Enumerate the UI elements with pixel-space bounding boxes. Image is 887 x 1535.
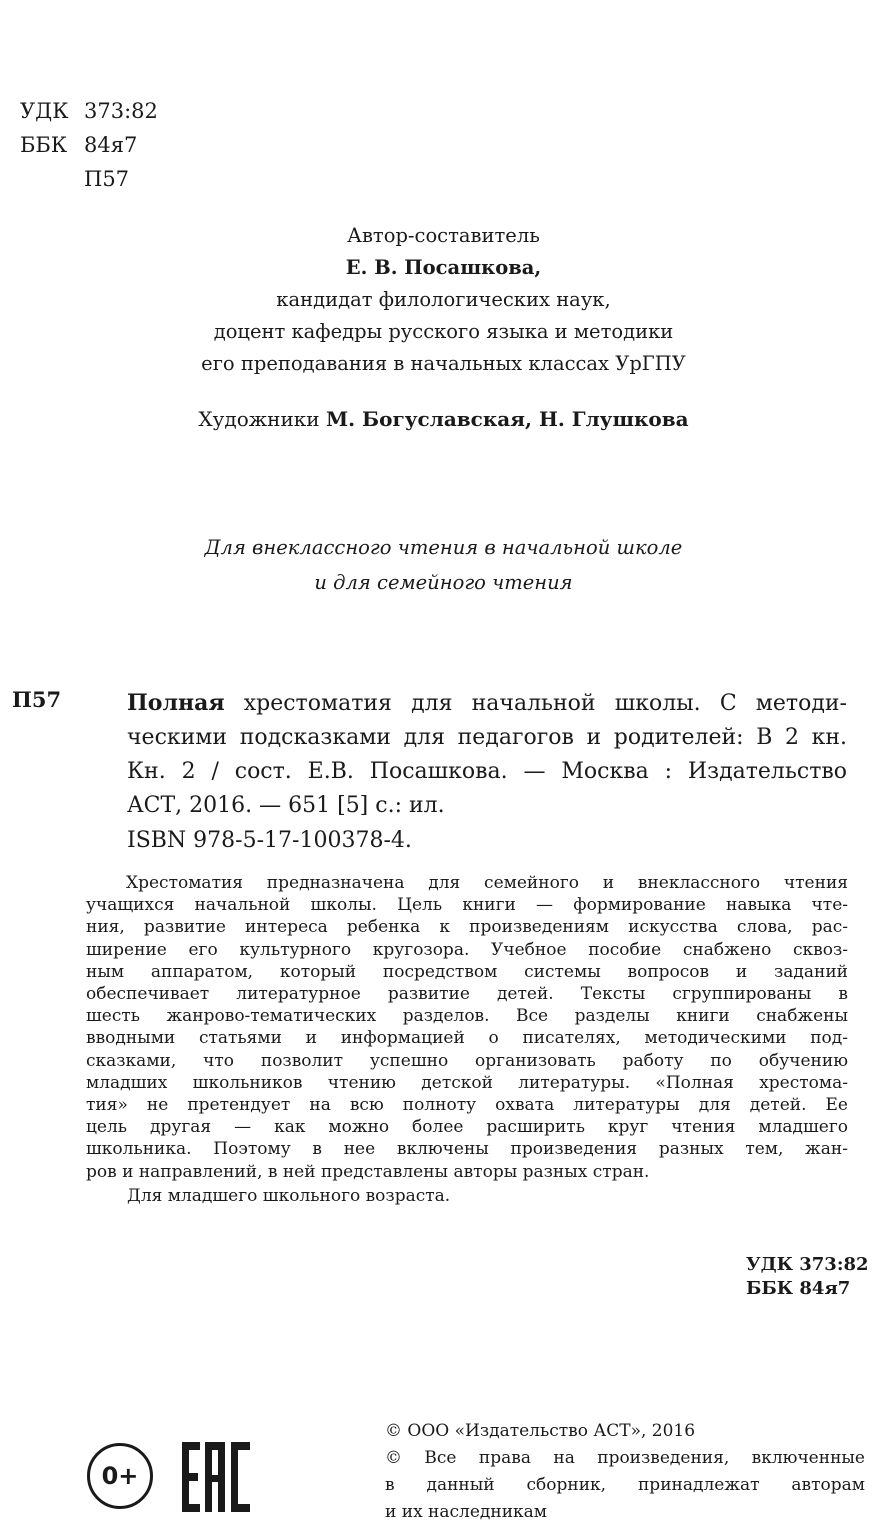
purpose-note: [0, 530, 887, 600]
udk-footer: УДК 373:82: [746, 1254, 869, 1275]
record-line-2: ческими подсказками для педагогов и родителей: В 2 кн.: [127, 725, 847, 750]
record-line-3: Кн. 2 / сост. Е.В. Посашкова. — Москва : Издательство: [127, 759, 847, 784]
udk-code: [20, 94, 158, 128]
abstract-line: ширение его культурного кругозора. Учебное пособие снабжено сквоз-: [86, 939, 848, 960]
codes-footer: [746, 1253, 869, 1301]
author-position-line-1: доцент кафедры русского языка и методики: [213, 320, 674, 343]
artists-label: Художники: [198, 407, 320, 431]
abstract-line: шесть жанрово-тематических разделов. Все разделы книги снабжены: [86, 1006, 848, 1027]
copyright-line-3: в данный сборник, принадлежат авторам: [385, 1475, 865, 1495]
abstract-line: обеспечивает литературное развитие детей. Тексты сгруппированы в: [86, 984, 848, 1005]
copyright-line-4: и их наследникам: [385, 1502, 548, 1522]
author-block: [0, 220, 887, 380]
abstract-line: сказками, что позволит успешно организовать работу по обучению: [86, 1050, 848, 1071]
eac-logo-icon: [180, 1440, 252, 1514]
copyright-line-2: © Все права на произведения, включенные: [385, 1448, 865, 1468]
author-mark: П57: [84, 167, 130, 191]
abstract-line: тия» не претендует на всю полноту охвата литературы для детей. Ее: [86, 1095, 848, 1116]
author-role: Автор-составитель: [347, 224, 540, 247]
abstract-line: ров и направлений, в ней представлены авторы разных стран.: [86, 1161, 650, 1182]
abstract-line: ния, развитие интереса ребенка к произведениям искусства слова, рас-: [86, 917, 848, 938]
record-line-1: [127, 686, 847, 721]
bbk-code: [20, 128, 158, 162]
abstract-line: учащихся начальной школы. Цель книги — формирование навыка чте-: [86, 895, 848, 916]
age-rating-badge: 0+: [87, 1443, 153, 1509]
bbk-label: ББК: [20, 133, 68, 157]
abstract-line: Хрестоматия предназначена для семейного и внеклассного чтения: [126, 873, 848, 893]
bbk-value: 84я7: [84, 133, 138, 157]
bibliographic-record: [127, 686, 847, 823]
abstract-line: младших школьников чтению детской литературы. «Полная хрестома-: [86, 1072, 848, 1093]
abstract-line: школьника. Поэтому в нее включены произведения разных тем, жан-: [86, 1139, 848, 1160]
udk-label: УДК: [20, 99, 69, 123]
purpose-line-2: и для семейного чтения: [314, 571, 573, 594]
udk-value: 373:82: [84, 99, 158, 123]
abstract-line: ным аппаратом, который посредством системы вопросов и заданий: [86, 961, 848, 982]
audience-note: Для младшего школьного возраста.: [127, 1186, 451, 1206]
artists-line: [0, 407, 887, 431]
record-code: П57: [12, 687, 62, 712]
author-name: Е. В. Посашкова,: [345, 256, 542, 279]
record-line-1-rest: хрестоматия для начальной школы. С методи-: [224, 691, 847, 716]
author-position-line-2: его преподавания в начальных классах УрГПУ: [201, 352, 686, 375]
library-codes: [20, 94, 158, 196]
artists-names: М. Богуславская, Н. Глушкова: [325, 407, 689, 431]
record-title-bold: Полная: [127, 690, 225, 716]
record-line-4: АСТ, 2016. — 651 [5] с.: ил.: [127, 793, 445, 818]
isbn: ISBN 978-5-17-100378-4.: [127, 828, 412, 853]
author-degree: кандидат филологических наук,: [276, 288, 611, 311]
copyright-block: [385, 1418, 865, 1526]
bbk-footer: ББК 84я7: [746, 1278, 851, 1299]
copyright-line-1: © ООО «Издательство АСТ», 2016: [385, 1421, 696, 1441]
abstract-line: вводными статьями и информацией о писателях, методическими под-: [86, 1028, 848, 1049]
purpose-line-1: Для внеклассного чтения в начальной школе: [204, 536, 683, 559]
abstract-line: цель другая — как можно более расширить круг чтения младшего: [86, 1117, 848, 1138]
author-mark-row: [20, 162, 158, 196]
abstract: [86, 872, 848, 1183]
